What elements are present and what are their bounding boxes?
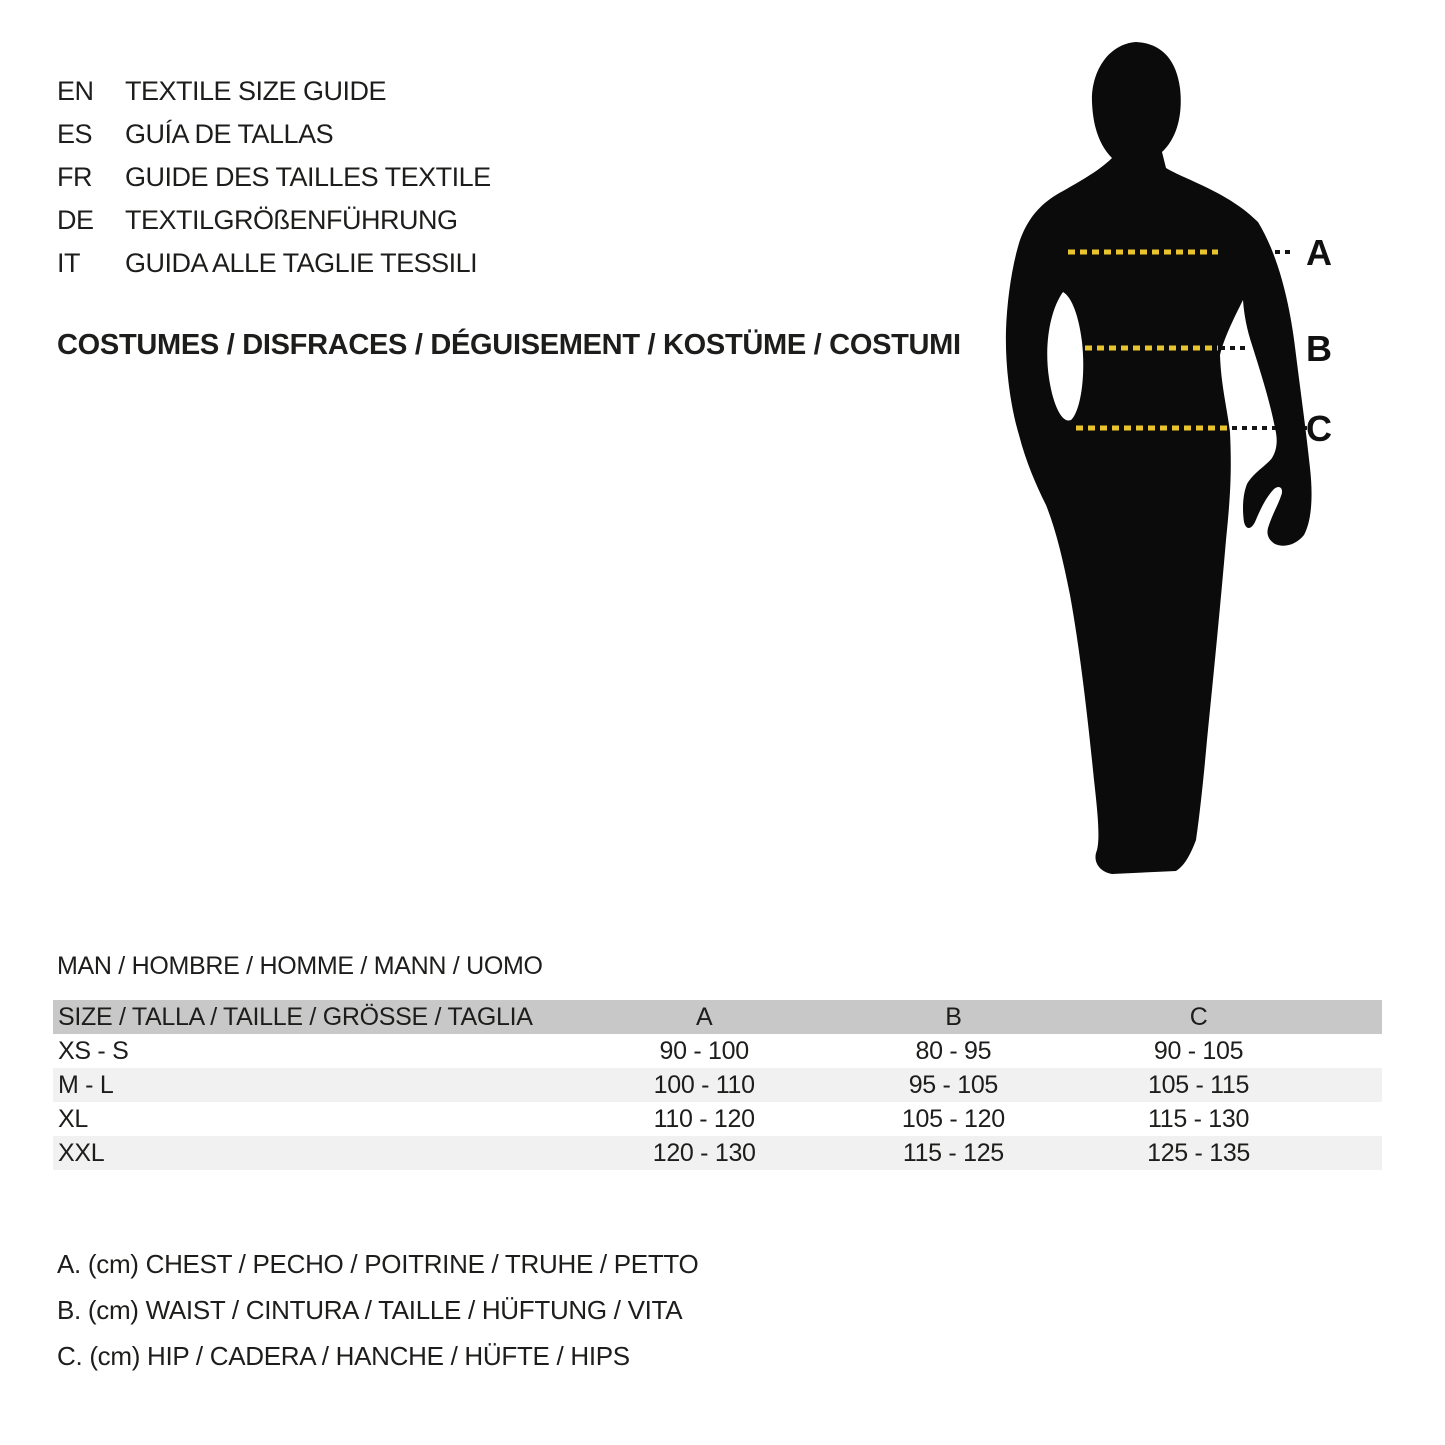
measure-label-b: B	[1306, 328, 1332, 369]
header-c: C	[1078, 1000, 1320, 1034]
legend-line-chest: A. (cm) CHEST / PECHO / POITRINE / TRUHE / PETTO	[57, 1249, 699, 1279]
lang-code: EN	[57, 76, 94, 106]
size-table-header-row	[53, 1000, 1382, 1034]
category-title: COSTUMES / DISFRACES / DÉGUISEMENT / KOSTÜME / COSTUMI	[57, 329, 961, 361]
size-table	[53, 1000, 1382, 1170]
cell-size: XL	[58, 1104, 88, 1133]
lang-label: GUIDA ALLE TAGLIE TESSILI	[125, 248, 478, 278]
measurement-legend	[57, 1241, 698, 1379]
header-size: SIZE / TALLA / TAILLE / GRÖSSE / TAGLIA	[53, 1000, 579, 1034]
lang-label: TEXTILGRÖßENFÜHRUNG	[125, 205, 458, 235]
lang-label: GUÍA DE TALLAS	[125, 119, 334, 149]
lang-row-es	[57, 113, 491, 156]
lang-row-it	[57, 242, 491, 285]
table-row-xxl	[53, 1136, 1382, 1170]
cell-b: 115 - 125	[829, 1136, 1078, 1170]
cell-b: 80 - 95	[915, 1036, 992, 1065]
header-b: B	[829, 1000, 1078, 1034]
cell-a: 110 - 120	[653, 1104, 755, 1133]
man-silhouette-svg	[950, 30, 1440, 920]
header-a: A	[579, 1000, 829, 1034]
man-silhouette-path	[1006, 42, 1312, 874]
lang-label: GUIDE DES TAILLES TEXTILE	[125, 162, 491, 192]
cell-c: 90 - 105	[1153, 1036, 1244, 1065]
cell-c: 115 - 130	[1148, 1104, 1250, 1133]
measure-label-a: A	[1306, 232, 1332, 273]
lang-code: IT	[57, 248, 80, 278]
cell-c: 105 - 115	[1078, 1068, 1320, 1102]
cell-size: M - L	[53, 1068, 579, 1102]
lang-row-en	[57, 70, 491, 113]
cell-a: 120 - 130	[579, 1136, 829, 1170]
lang-label: TEXTILE SIZE GUIDE	[125, 76, 387, 106]
legend-line-hip: C. (cm) HIP / CADERA / HANCHE / HÜFTE / HIPS	[57, 1341, 630, 1371]
table-row-xs-s	[53, 1034, 1382, 1068]
language-list	[57, 70, 491, 285]
measure-label-c: C	[1306, 408, 1332, 449]
section-title-man: MAN / HOMBRE / HOMME / MANN / UOMO	[57, 952, 543, 980]
table-row-m-l	[53, 1068, 1382, 1102]
cell-a: 100 - 110	[579, 1068, 829, 1102]
lang-code: FR	[57, 162, 92, 192]
lang-code: ES	[57, 119, 93, 149]
table-row-xl	[53, 1102, 1382, 1136]
cell-b: 105 - 120	[901, 1104, 1005, 1133]
cell-size: XS - S	[58, 1036, 129, 1065]
lang-row-de	[57, 199, 491, 242]
cell-c: 125 - 135	[1078, 1136, 1320, 1170]
cell-b: 95 - 105	[829, 1068, 1078, 1102]
lang-row-fr	[57, 156, 491, 199]
lang-code: DE	[57, 205, 94, 235]
cell-a: 90 - 100	[659, 1036, 749, 1065]
legend-line-waist: B. (cm) WAIST / CINTURA / TAILLE / HÜFTUNG / VITA	[57, 1295, 683, 1325]
measurement-figure	[950, 30, 1440, 920]
cell-size: XXL	[53, 1136, 579, 1170]
